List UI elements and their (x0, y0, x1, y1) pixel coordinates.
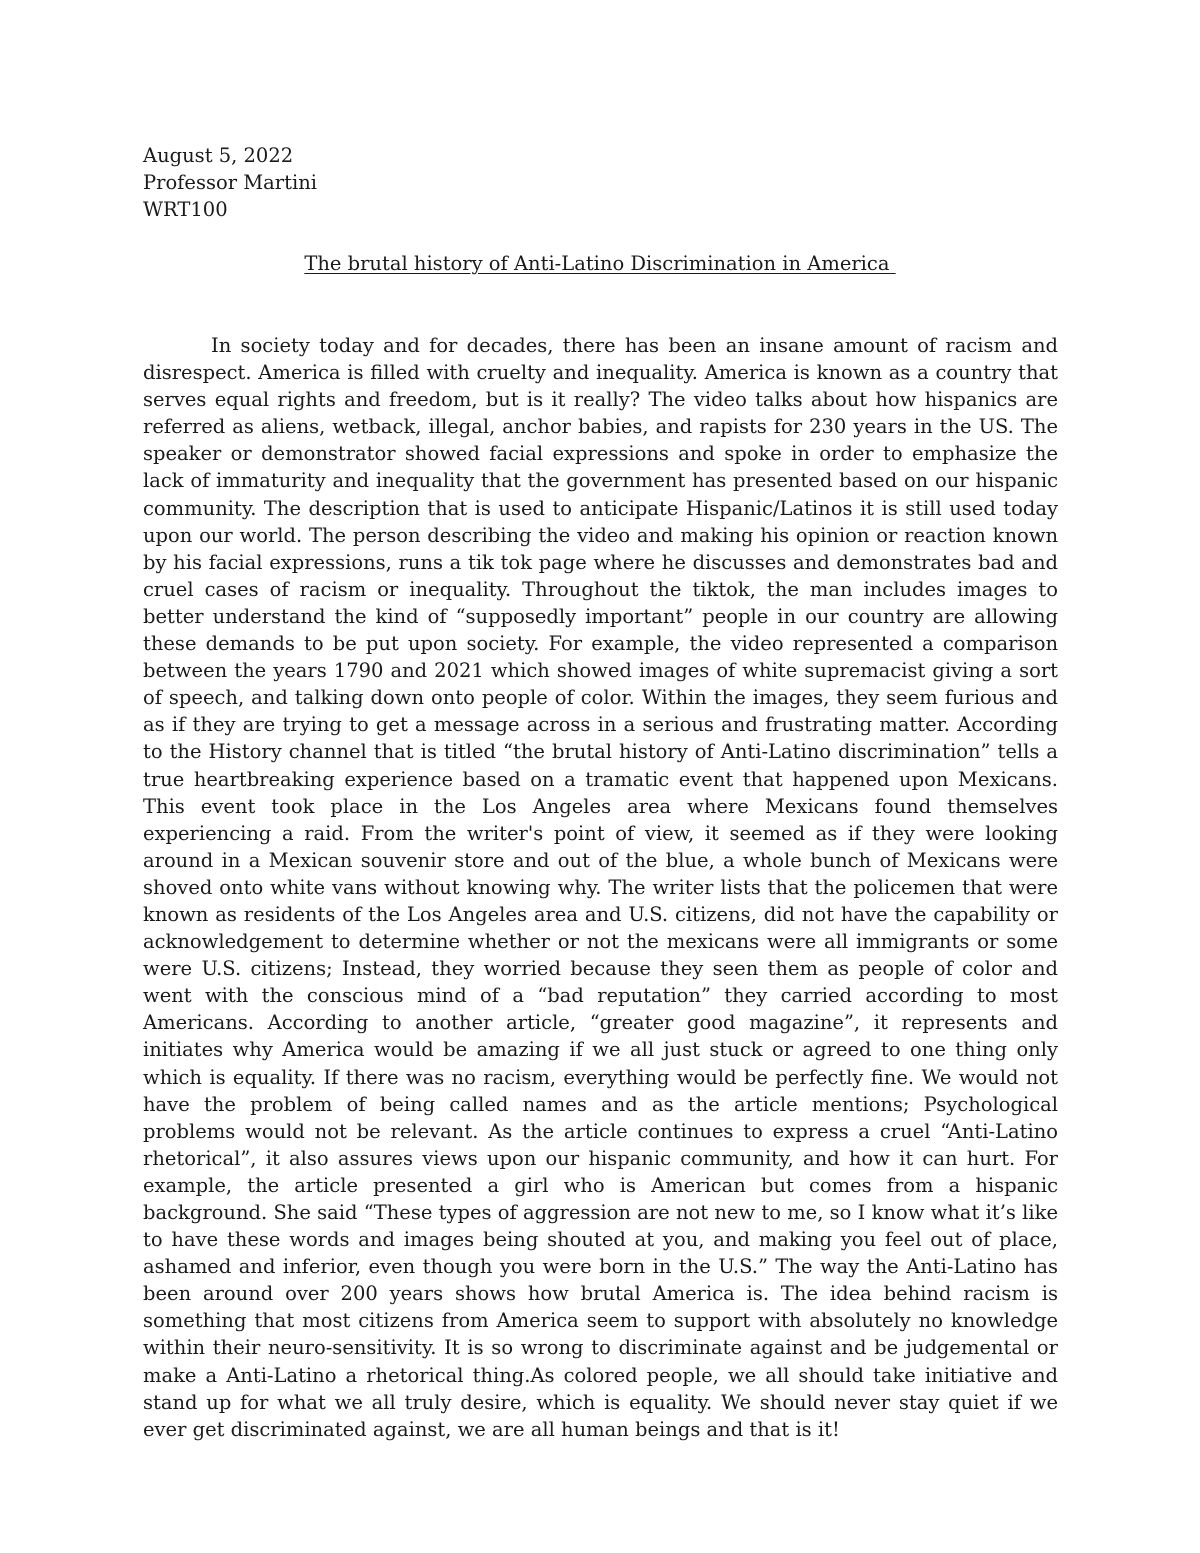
course-code: WRT100 (143, 198, 228, 222)
essay-body-paragraph: In society today and for decades, there has been an insane amount of racism and disrespect. America is filled with cruelty and inequality. America is known as a country that serves equal rights and freedom, but is it really? The video talks about how hispanics are referred as aliens, wetback, illegal, anchor babies, and rapists for 230 years in the US. The speaker or demonstrator showed facial expressions and spoke in order to emphasize the lack of immaturity and inequality that the government has presented based on our hispanic community. The description that is used to anticipate Hispanic/Latinos it is still used today upon our world. The person describing the video and making his opinion or reaction known by his facial expressions, runs a tik tok page where he discusses and demonstrates bad and cruel cases of racism or inequality. Throughout the tiktok, the man includes images to better understand the kind of “supposedly important” people in our country are allowing these demands to be put upon society. For example, the video represented a comparison between the years 1790 and 2021 which showed images of white supremacist giving a sort of speech, and talking down onto people of color. Within the images, they seem furious and as if they are trying to get a message across in a serious and frustrating matter. According to the History channel that is titled “the brutal history of Anti-Latino discrimination” tells a true heartbreaking experience based on a tramatic event that happened upon Mexicans. This event took place in the Los Angeles area where Mexicans found themselves experiencing a raid. From the writer's point of view, it seemed as if they were looking around in a Mexican souvenir store and out of the blue, a whole bunch of Mexicans were shoved onto white vans without knowing why. The writer lists that the policemen that were known as residents of the Los Angeles area and U.S. citizens, did not have the capability or acknowledgement to determine whether or not the mexicans were all immigrants or some were U.S. citizens; Instead, they worried because they seen them as people of color and went with the conscious mind of a “bad reputation” they carried according to most Americans. According to another article, “greater good magazine”, it represents and initiates why America would be amazing if we all just stuck or agreed to one thing only which is equality. If there was no racism, everything would be perfectly fine. We would not have the problem of being called names and as the article mentions; Psychological problems would not be relevant. As the article continues to express a cruel “Anti-Latino rhetorical”, it also assures views upon our hispanic community, and how it can hurt. For example, the article presented a girl who is American but comes from a hispanic background. She said “These types of aggression are not new to me, so I know what it’s like to have these words and images being shouted at you, and making you feel out of place, ashamed and inferior, even though you were born in the U.S.” The way the Anti-Latino has been around over 200 years shows how brutal America is. The idea behind racism is something that most citizens from America seem to support with absolutely no knowledge within their neuro-sensitivity. It is so wrong to discriminate against and be judgemental or make a Anti-Latino a rhetorical thing.As colored people, we all should take initiative and stand up for what we all truly desire, which is equality. We should never stay quiet if we ever get discriminated against, we are all human beings and that is it! (143, 334, 1058, 1441)
essay-title: The brutal history of Anti-Latino Discrimination in America (304, 252, 896, 275)
professor-name: Professor Martini (143, 171, 317, 195)
essay-date: August 5, 2022 (143, 144, 294, 167)
essay-heading (143, 142, 317, 224)
